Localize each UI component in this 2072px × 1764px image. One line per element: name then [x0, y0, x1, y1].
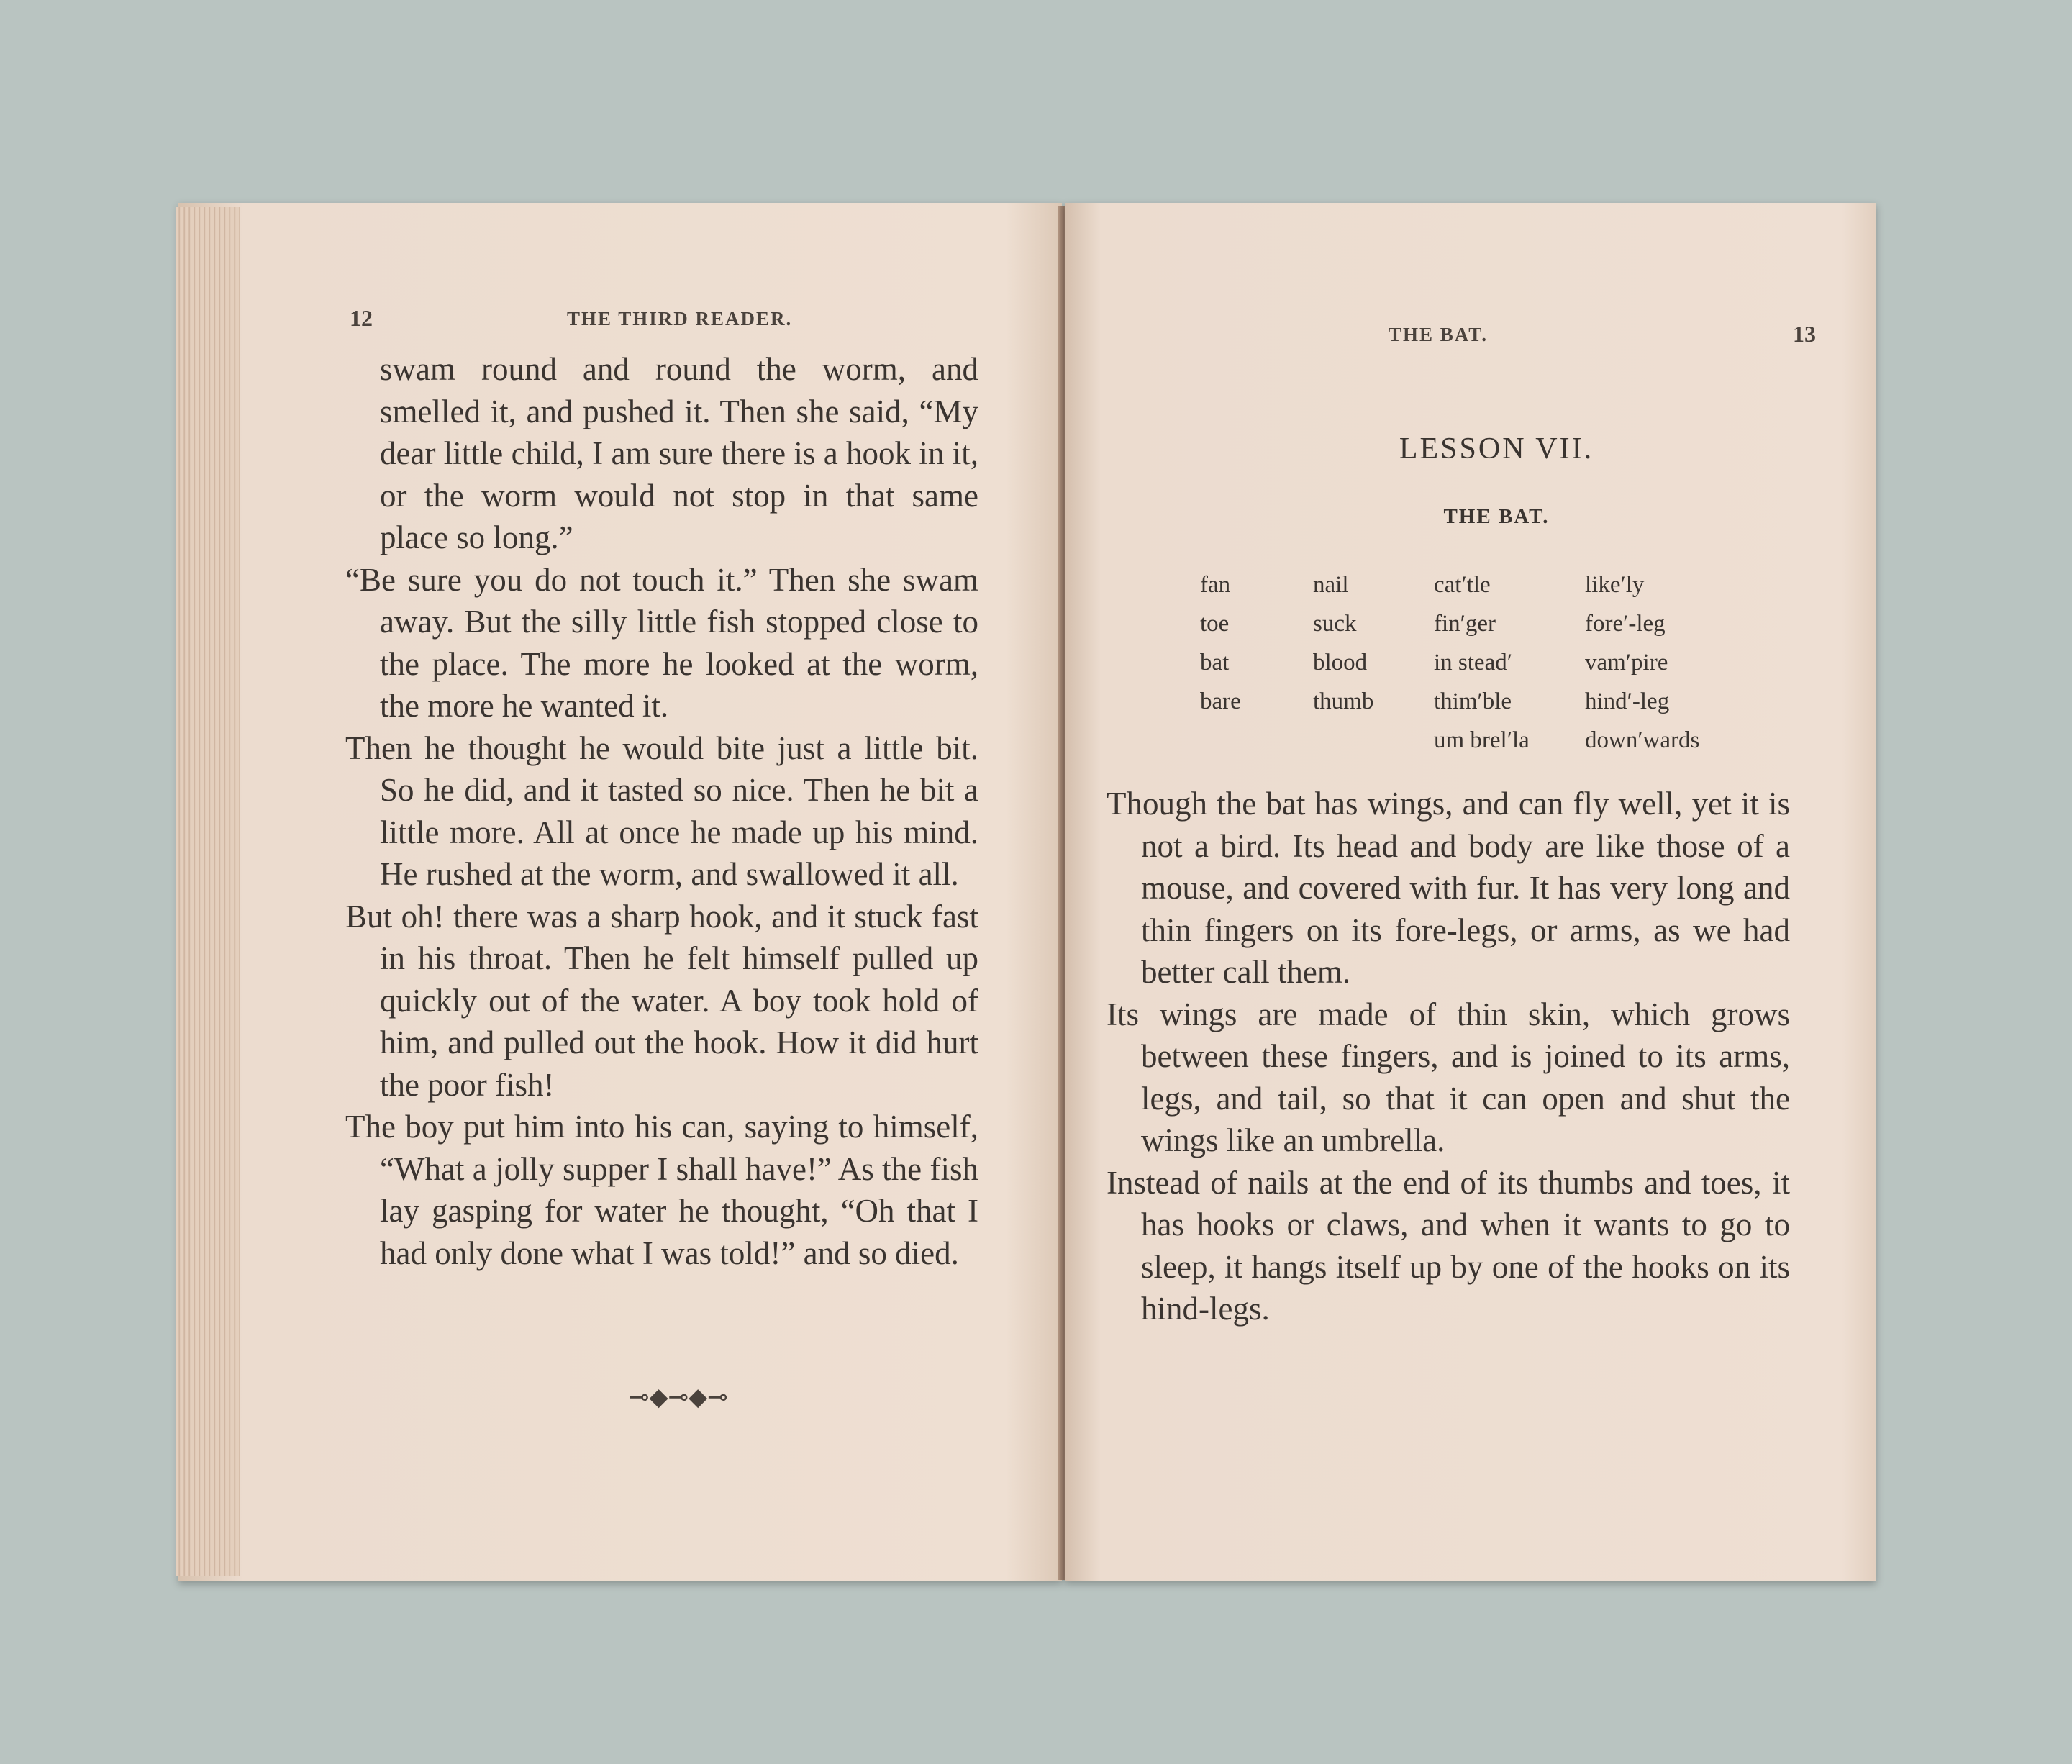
vocab-word: fan — [1200, 572, 1231, 598]
lesson-title: LESSON VII. — [1399, 432, 1594, 465]
vocab-word: in stead′ — [1434, 650, 1512, 676]
vocab-word: thim′ble — [1434, 688, 1512, 714]
right-text-block — [1107, 783, 1790, 1330]
vocab-word: toe — [1200, 611, 1230, 637]
page-number-right: 13 — [1793, 321, 1816, 347]
paragraph: Though the bat has wings, and can fly well, yet it is not a bird. Its head and body are like those of a mouse, and covered with fur. It has very long and thin fingers on its fore-legs, or arms, as we had better call them. — [1107, 786, 1790, 990]
vocab-word: like′ly — [1585, 572, 1645, 598]
vocab-word: fore′-leg — [1585, 611, 1666, 637]
vocab-word: vam′pire — [1585, 650, 1668, 676]
vocab-word: hind′-leg — [1585, 688, 1670, 714]
page-edges — [176, 207, 240, 1576]
vocab-word: thumb — [1313, 688, 1374, 714]
vocab-word: bat — [1200, 650, 1230, 676]
left-text-block — [345, 348, 978, 1274]
paragraph: “Be sure you do not touch it.” Then she swam away. But the silly little fish stopped close to the place. The more he looked at the worm, the more he wanted it. — [345, 561, 978, 724]
paragraph: Its wings are made of thin skin, which grows between these fingers, and is joined to its arms, legs, and tail, so that it can open and shut the wings like an umbrella. — [1107, 996, 1790, 1158]
vocab-word — [1200, 721, 1313, 760]
page-number-left: 12 — [350, 305, 373, 331]
open-book — [178, 203, 1876, 1581]
paragraph: Instead of nails at the end of its thumbs and toes, it has hooks or claws, and when it wants to go to sleep, it hangs itself up by one of the hooks on its hind-legs. — [1107, 1164, 1790, 1327]
vocabulary-table — [1200, 565, 1729, 760]
end-ornament: ⊸◆⊸◆⊸ — [629, 1384, 728, 1411]
right-page — [1065, 203, 1876, 1581]
vocab-word: suck — [1313, 611, 1357, 637]
left-page — [178, 203, 1062, 1581]
running-head-right: THE BAT. — [1389, 324, 1489, 345]
vocab-word: down′wards — [1585, 727, 1700, 753]
paragraph: The boy put him into his can, saying to himself, “What a jolly supper I shall have!” As the fish lay gasping for water he thought, “Oh that I had only done what I was told!” and so died. — [345, 1109, 978, 1271]
vocab-word: nail — [1313, 572, 1349, 598]
vocab-word — [1313, 721, 1434, 760]
paragraph: Then he thought he would bite just a little bit. So he did, and it tasted so nice. Then he bit a little more. All at once he made up his mind. He rushed at the worm, and swallowed it all. — [345, 729, 978, 892]
paragraph: swam round and round the worm, and smelled it, and pushed it. Then she said, “My dear little child, I am sure there is a hook in it, or the worm would not stop in that same place so long.” — [380, 351, 978, 555]
vocab-word: um brel′la — [1434, 727, 1530, 753]
lesson-subtitle: THE BAT. — [1443, 505, 1550, 528]
vocab-word: cat′tle — [1434, 572, 1491, 598]
vocab-word: fin′ger — [1434, 611, 1496, 637]
paragraph: But oh! there was a sharp hook, and it stuck fast in his throat. Then he felt himself pulled up quickly out of the water. A boy took hold of him, and pulled out the hook. How it did hurt the poor fish! — [345, 898, 978, 1103]
vocab-word: blood — [1313, 650, 1368, 676]
running-head-left: THE THIRD READER. — [567, 308, 793, 329]
vocab-word: bare — [1200, 688, 1241, 714]
